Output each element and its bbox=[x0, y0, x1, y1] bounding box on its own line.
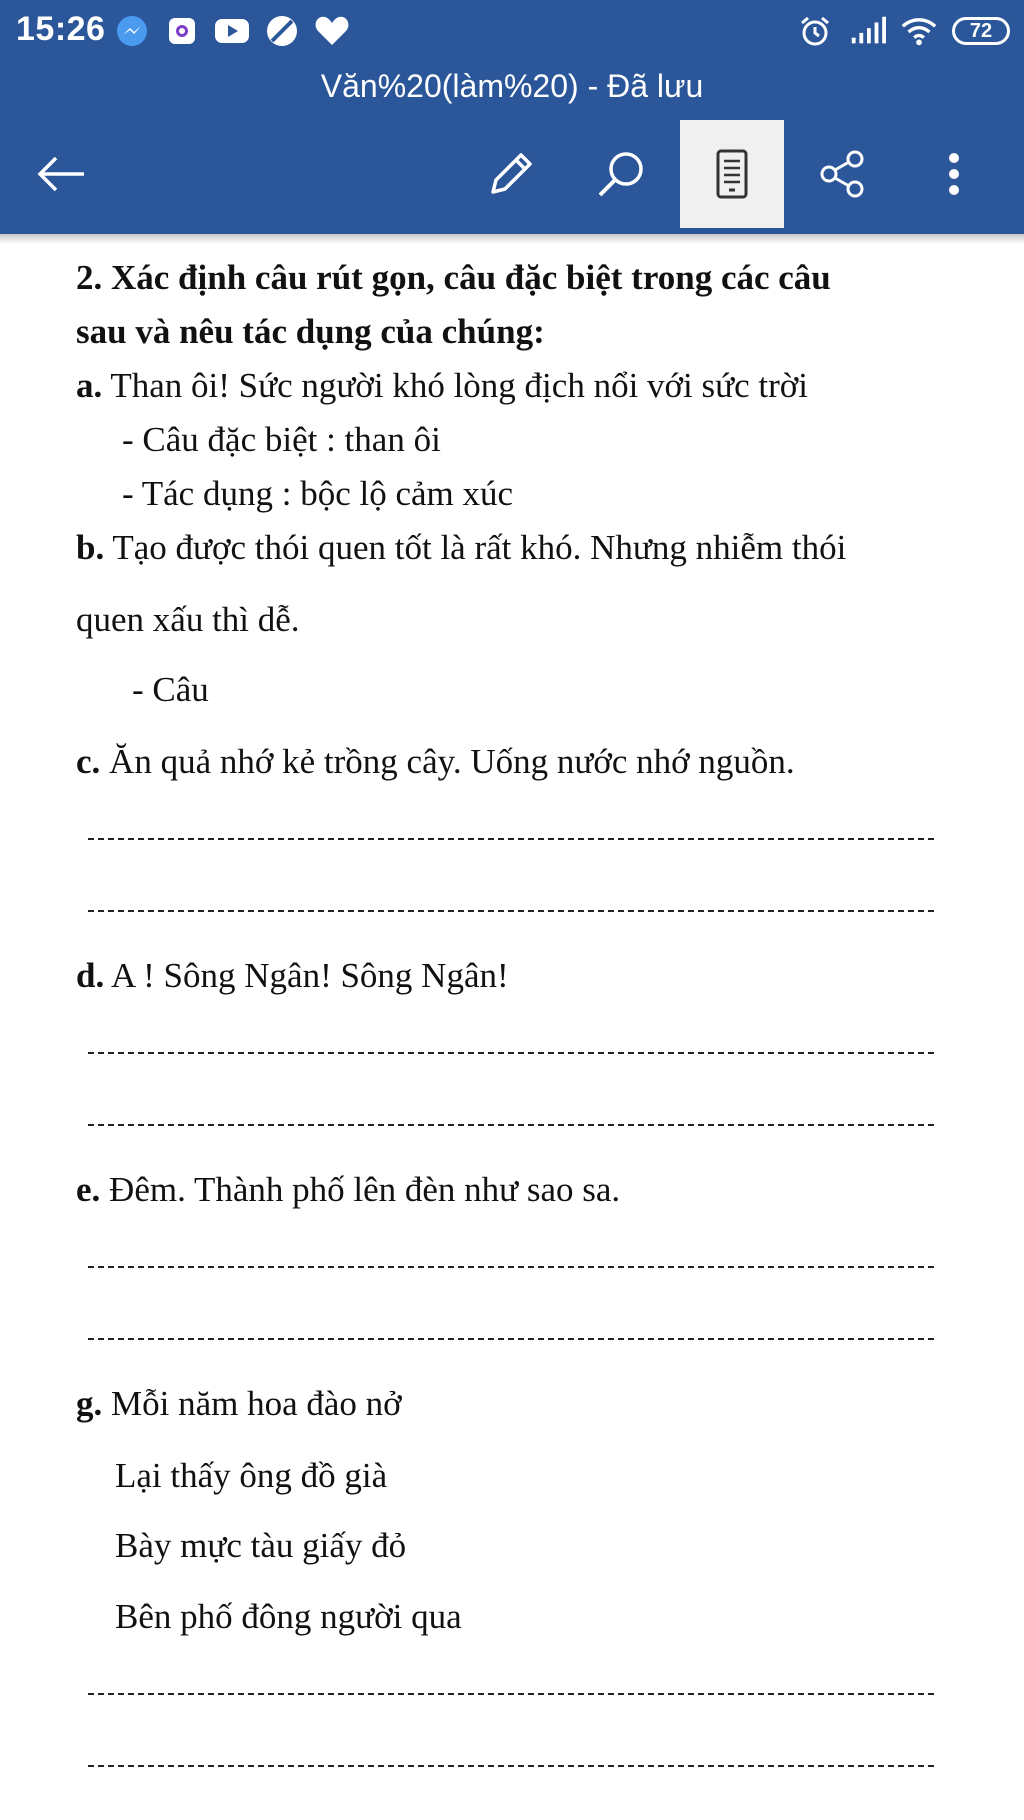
answer-line bbox=[88, 1052, 934, 1054]
status-time: 15:26 bbox=[16, 10, 106, 48]
item-g bbox=[76, 1384, 402, 1424]
youtube-icon bbox=[213, 13, 251, 49]
item-a-note2: - Tác dụng : bộc lộ cảm xúc bbox=[122, 474, 514, 513]
mobile-view-button[interactable] bbox=[680, 120, 784, 228]
answer-line bbox=[88, 838, 934, 840]
search-icon bbox=[594, 147, 648, 201]
item-b-text2: quen xấu thì dễ. bbox=[76, 600, 300, 639]
edit-pencil-icon bbox=[485, 148, 537, 200]
item-a-text: Than ôi! Sức người khó lòng địch nổi với sức trời bbox=[102, 366, 809, 405]
item-a-note1: - Câu đặc biệt : than ôi bbox=[122, 420, 441, 459]
answer-line bbox=[88, 1124, 934, 1126]
question-heading-line1: 2. Xác định câu rút gọn, câu đặc biệt trong các câu bbox=[76, 258, 831, 297]
more-vertical-icon bbox=[944, 148, 964, 200]
item-g-label: g. bbox=[76, 1384, 103, 1423]
alarm-icon bbox=[796, 13, 834, 49]
instagram-icon bbox=[163, 13, 201, 49]
blocked-icon bbox=[263, 13, 301, 49]
document-title: Văn%20(làm%20) - Đã lưu bbox=[320, 68, 704, 104]
share-icon bbox=[816, 148, 868, 200]
item-g-line1: Mỗi năm hoa đào nở bbox=[102, 1384, 402, 1423]
item-d-label: d. bbox=[76, 956, 105, 995]
more-options-button[interactable] bbox=[902, 120, 1006, 228]
item-e bbox=[76, 1170, 620, 1210]
edit-button[interactable] bbox=[459, 120, 563, 228]
item-b-note: - Câu bbox=[132, 670, 209, 709]
header-shadow bbox=[0, 234, 1024, 244]
status-bar bbox=[0, 0, 1024, 62]
answer-line bbox=[88, 1765, 934, 1767]
search-button[interactable] bbox=[569, 120, 673, 228]
signal-icon bbox=[848, 13, 886, 49]
answer-line bbox=[88, 1266, 934, 1268]
item-a-label: a. bbox=[76, 366, 103, 405]
back-button[interactable] bbox=[8, 120, 112, 228]
wifi-icon bbox=[900, 13, 938, 49]
item-e-text: Đêm. Thành phố lên đèn như sao sa. bbox=[100, 1170, 621, 1209]
share-button[interactable] bbox=[790, 120, 894, 228]
answer-line bbox=[88, 1693, 934, 1695]
item-g-line3: Bày mực tàu giấy đỏ bbox=[115, 1526, 407, 1565]
item-g-line4: Bên phố đông người qua bbox=[115, 1597, 462, 1636]
item-d-text: A ! Sông Ngân! Sông Ngân! bbox=[104, 956, 509, 995]
heart-icon bbox=[313, 13, 351, 49]
answer-line bbox=[88, 910, 934, 912]
item-c bbox=[76, 742, 795, 782]
mobile-view-icon bbox=[712, 148, 752, 200]
app-header bbox=[0, 0, 1024, 234]
item-c-label: c. bbox=[76, 742, 101, 781]
question-heading-line2: sau và nêu tác dụng của chúng: bbox=[76, 312, 545, 351]
item-a bbox=[76, 366, 808, 406]
item-g-line2: Lại thấy ông đồ già bbox=[115, 1456, 388, 1495]
item-b-text1: Tạo được thói quen tốt là rất khó. Nhưng nhiễm thói bbox=[104, 528, 847, 567]
item-c-text: Ăn quả nhớ kẻ trồng cây. Uống nước nhớ nguồn. bbox=[100, 742, 795, 781]
toolbar bbox=[0, 120, 1024, 228]
item-e-label: e. bbox=[76, 1170, 101, 1209]
item-b bbox=[76, 528, 846, 568]
messenger-icon bbox=[113, 13, 151, 49]
back-arrow-icon bbox=[32, 152, 88, 196]
answer-line bbox=[88, 1338, 934, 1340]
item-b-label: b. bbox=[76, 528, 105, 567]
battery-icon: 72 bbox=[952, 17, 1010, 45]
item-d bbox=[76, 956, 509, 996]
